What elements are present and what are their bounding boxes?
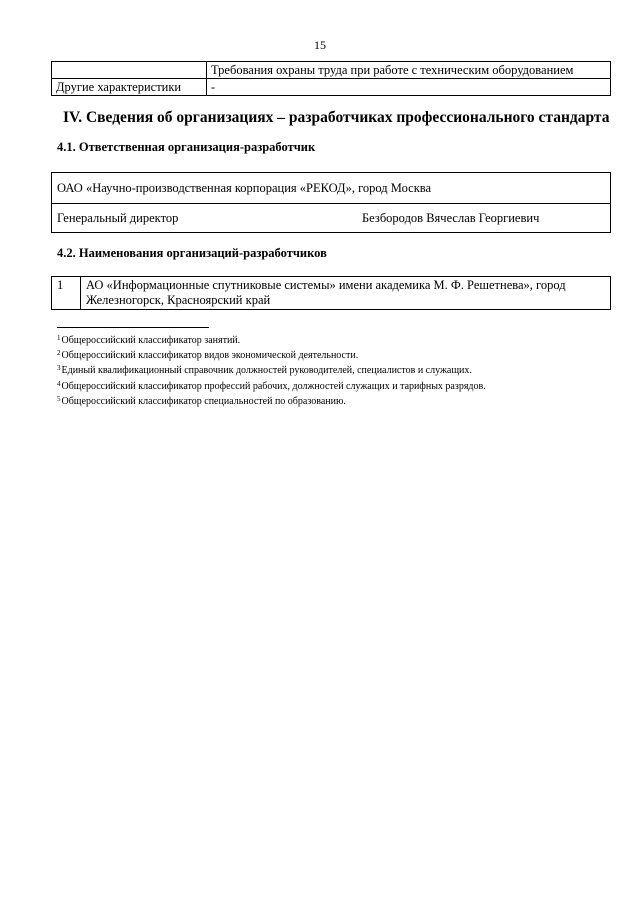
footnote [57,347,486,362]
footnote-divider [57,327,209,328]
table-row [52,204,611,233]
footnote-text: Общероссийский классификатор специальностей по образованию. [61,395,346,407]
footnote-text: Единый квалификационный справочник должностей руководителей, специалистов и служащих. [61,365,472,377]
responsible-org-table [51,172,611,233]
footnote-text: Общероссийский классификатор занятий. [61,335,241,346]
footnote-mark: 4 [57,379,61,388]
page-number: 15 [314,38,326,52]
table-row [52,62,611,79]
table-cell-value: - [207,79,611,96]
footnote-text: Общероссийский классификатор видов экономической деятельности. [61,350,359,362]
footnote [57,393,486,408]
footnote [57,332,486,347]
signer-cell [52,204,611,233]
table-row [52,173,611,204]
org-name: ОАО «Научно-производственная корпорация «РЕКОД», город Москва [52,173,611,204]
characteristics-table [51,61,611,96]
table-cell-label: Другие характеристики [52,79,207,96]
footnote-mark: 2 [57,349,61,358]
developer-orgs-table [51,276,611,310]
table-row [52,277,611,310]
footnote-text: Общероссийский классификатор профессий рабочих, должностей служащих и тарифных разрядов. [61,380,486,392]
developer-org-name: АО «Информационные спутниковые системы» имени академика М. Ф. Решетнева», город Железногорск, Красноярский край [81,277,611,310]
responsible-org-heading: 4.1. Ответственная организация-разработчик [57,140,316,154]
footnote [57,378,486,393]
footnotes-list [57,332,486,408]
table-row [52,79,611,96]
table-cell-value: Требования охраны труда при работе с техническим оборудованием [207,62,611,79]
director-name: Безбородов Вячеслав Георгиевич [362,211,540,225]
footnote [57,362,486,377]
section-title: IV. Сведения об организациях – разработчиках профессионального стандарта [63,109,610,126]
row-number: 1 [52,277,81,310]
footnote-mark: 5 [57,394,61,403]
developer-orgs-heading: 4.2. Наименования организаций-разработчиков [57,246,327,260]
director-position: Генеральный директор [57,210,179,225]
table-cell-label [52,62,207,79]
footnote-mark: 3 [57,364,61,373]
footnote-mark: 1 [57,334,61,342]
